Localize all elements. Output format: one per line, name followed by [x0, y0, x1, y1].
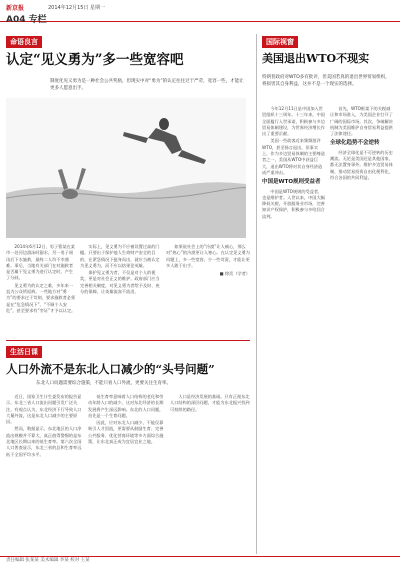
right-section-tag: 国际视窗	[262, 36, 298, 48]
left-headline: 认定“见义勇为”多一些宽容吧	[6, 52, 184, 68]
left-deck: 制度化见义勇为是一种社会公共奖励，但现实中对“勇为”的认定往往过于严苛，宽容一些，才能让更多人愿意出手。	[50, 79, 244, 91]
bottom-col-1	[6, 394, 84, 552]
section-rule	[6, 340, 250, 341]
paragraph: 见义勇为的认定之难，多年来一直为公众所诟病。一些地方对“勇为”的要求过于苛刻，要求施救者必须是在“危急情况下”、“不顾个人安危”，甚至要求有“旁证”才予以认定。	[6, 282, 76, 313]
right-col-1	[262, 106, 326, 546]
left-byline: ■ 徐贲（学者）	[219, 271, 250, 277]
paragraph: 2014年6月12日，男子曹某在某市一处河边游泳时溺水，另一男子闻讯后下水施救，最终二人均不幸遇难。事后，当地有关部门在对施救者是否属于见义勇为进行认定时，产生了分歧。	[6, 244, 75, 281]
paragraph: 低生育率意味着人口结构的老化和劳动年龄人口的减少，这对东北经济的长期发展将产生深远影响。东北的人口问题，首先是一个生育问题。	[88, 394, 164, 418]
hero-illustration	[6, 98, 246, 238]
paragraph: 美国一些政客近来频频批评WTO，甚至扬言退出。但事实上，作为多边贸易体制的主要缔造者之一，美国从WTO中获益巨大，退出WTO将对其自身经济造成严重冲击。	[262, 138, 325, 175]
column-divider	[256, 34, 257, 554]
diver-figure	[123, 118, 206, 164]
right-subhead-2: 全球化趋势不会逆转	[330, 140, 380, 147]
paragraph: 中国是WTO规则的受益者，也是维护者。入世以来，中国大幅降低关税，开放服务业市场，完善知识产权保护，积极参与多哈回合谈判。	[262, 188, 325, 219]
page-header	[0, 0, 400, 25]
right-deck: 特朗普政府对WTO多有批评，但美国若真的退出世界贸易组织，将损害其自身利益，这并不是一个现实的选择。	[262, 75, 390, 87]
paragraph: 人口是经济发展的基础。只有正视东北人口结构的深层问题，才能为东北振兴找到可持续的路径。	[170, 394, 250, 412]
rescue-illustration-svg	[6, 98, 246, 238]
paragraph: 近日，国家卫生计生委发布的报告显示，东北三省人口流出问题引发广泛关注。有观点认为，东北经济下行导致人口大量外流，这是东北人口减少的主要原因。	[6, 394, 82, 425]
right-col-2	[330, 106, 394, 546]
paragraph: 因此，应对东北人口减少，不能仅靠吸引人才回流，更需要从鼓励生育、完善公共服务、优化营商环境等多方面综合施策，让东北真正成为宜居宜业之地。	[88, 420, 164, 445]
bottom-col-2	[88, 394, 166, 552]
paragraph: 经济全球化是不可逆转的历史潮流。无论是美国还是其他国家，都无法置身事外。维护多边贸易体制，推动贸易投资自由化便利化，符合各国的共同利益。	[330, 149, 393, 180]
bottom-col-3	[170, 394, 250, 552]
bottom-deck: 东北人口问题需要综合施策，不能只看人口外流，更要关注生育率。	[36, 381, 171, 386]
left-section-tag: 命语良言	[6, 36, 42, 48]
paragraph: 然而，数据显示，东北地区的人口净流出规模并不算大，真正值得警惕的是东北地区长期以来的低生育率。第六次全国人口普查显示，东北三省的总和生育率远低于全国平均水平。	[6, 426, 82, 457]
paragraph: 如果说社会上的“冷漠”让人痛心，那么对“热心”的冷漠更让人寒心。在认定见义勇为问题上，多一些宽容，少一些苛责，才能让更多人敢于出手。	[166, 244, 250, 268]
issue-date: 2014年12月15日 星期一	[48, 5, 106, 11]
bottom-section-tag: 生活日课	[6, 346, 42, 358]
bottom-headline: 人口外流不是东北人口减少的“头号问题”	[6, 362, 215, 376]
right-subhead-1: 中国是WTO规则受益者	[262, 179, 321, 186]
right-headline: 美国退出WTO不现实	[262, 52, 370, 65]
water-shape	[6, 182, 246, 238]
page-label: A04 专栏	[6, 15, 47, 25]
paragraph: 今年12月11日是中国加入世贸组织十三周年。十三年来，中国全面履行入世承诺，积极参与多边贸易体制建设，为世界经济增长作出了重要贡献。	[262, 106, 325, 137]
paragraph: 保护见义勇为者，不仅是对个人的褒奖，更是对社会正义的维护。政府部门应当完善相关制度，对见义勇为者给予及时、充分的保障，让英雄流血不流泪。	[80, 270, 160, 295]
masthead: 新京报	[6, 5, 25, 12]
page-footer: 责任编辑 张某某 美术编辑 李某 校对 王某	[0, 556, 400, 565]
paragraph: 实际上，见义勇为不应被设置过高的门槛。只要出于保护他人生命财产安全的目的，在紧急情况下挺身而出，就应当被认定为见义勇为，而不应以结果论英雄。	[80, 244, 160, 268]
paragraph: 首先，WTO框架下的关税减让和市场准入，为美国企业打开了广阔的国际市场。其次，争端解决机制为美国维护自身贸易利益提供了法律途径。	[330, 106, 393, 137]
